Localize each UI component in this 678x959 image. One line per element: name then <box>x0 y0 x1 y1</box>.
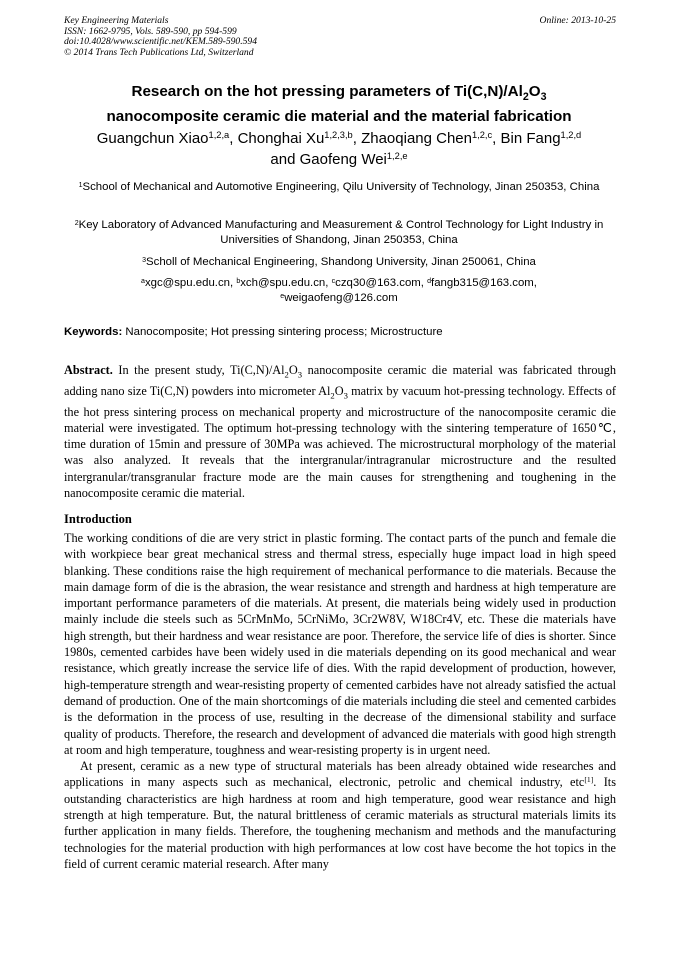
affiliation-3: $^3$Scholl of Mechanical Engineering, Shandong University, Jinan 250061, China <box>142 256 536 268</box>
paper-title <box>40 82 638 126</box>
author-line-2: and Gaofeng Wei$^{1,2,e}$ <box>270 151 408 168</box>
email-list: $^a$xgc@spu.edu.cn, $^b$xch@spu.edu.cn, $^c$czq30@163.com, $^d$fangb315@163.com, $^e$weigaofeng@126.com <box>141 277 537 304</box>
doi-line: doi:10.4028/www.scientific.net/KEM.589-590.594 <box>64 36 258 48</box>
title-line-1: Research on the hot pressing parameters of $Ti(C,N)/Al_2O_3$ <box>131 83 547 104</box>
keywords <box>64 325 616 340</box>
affiliation-2: $^2$Key Laboratory of Advanced Manufacturing and Measurement & Control Technology for Light Industry in Universities of Shandong, Jinan 250353, China <box>74 219 604 246</box>
email-address: fangb315@163.com, <box>431 277 537 289</box>
title-line-2: nanocomposite ceramic die material and the material fabrication <box>106 108 572 126</box>
publication-info <box>64 16 257 58</box>
keywords-label: Keywords: <box>64 326 123 338</box>
introduction-body <box>64 530 616 872</box>
author-name: and Gaofeng Wei <box>270 151 387 168</box>
email-address: weigaofeng@126.com <box>284 292 398 304</box>
email-address: czq30@163.com, <box>335 277 428 289</box>
online-date: Online: 2013-10-25 <box>539 15 616 26</box>
issn-line: ISSN: 1662-9795, Vols. 589-590, pp 594-599 <box>64 25 237 37</box>
paragraph: The working conditions of die are very strict in plastic forming. The contact parts of the punch and female die with workpiece bear great mechanical stress and thermal stress, especially huge impact load in high speed blanking. These conditions raise the high requirement of mechanical performance to die materials. Because the main damage form of die is the abrasion, the wear resistance and strength and hardness at high temperature are important performance parameters of die materials. At present, die materials being widely used in production mainly include die steels such as 5CrMnMo, 5CrNiMo, 3Cr2W8V, W18Cr4V, etc. These die materials have high strength, but their hardness and wear resistance are poor. Therefore, the service life of dies is shorter. Since 1980s, cemented carbides have been widely used in die materials depending on its good mechanical and wear resistance, which greatly increase the service life of dies. With the rapid development of production, however, high-temperature strength and wear-resisting property of cemented carbides have not already satisfied the actual demand of production. One of the main shortcomings of die materials including die steel and cemented carbides is the deformation in the process of use, resulting in the decrease of the dimensional stability and surface quality of products. Therefore, the research and development of advanced die materials with good high strength at room and high temperature, toughness and wear-resisting property is in urgent need. <box>64 531 616 757</box>
author-line-1: Guangchun Xiao$^{1,2,a}$, Chonghai Xu$^{1,2,3,b}$, Zhaoqiang Chen$^{1,2,c}$, Bin Fang$^{1,2,d}$ <box>96 130 582 147</box>
citation: [1] <box>584 775 594 785</box>
author-name: Chonghai Xu <box>237 130 325 147</box>
affiliation-1: $^1$School of Mechanical and Automotive Engineering, Qilu University of Technology, Jinan 250353, China <box>78 181 600 193</box>
abstract: Abstract. In the present study, $Ti(C,N)/Al_2O_3$ nanocomposite ceramic die material was fabricated through adding nano size Ti(C,N) powders into micrometer $Al_2O_3$ matrix by vacuum hot-pressing technology. Effects of the hot press sintering process on mechanical property and microstructure of the nanocomposite ceramic die material were investigated. The optimum hot-pressing technology with the sintering temperature of 1650℃, time duration of 15min and pressure of 30MPa was achieved. The microstructural morphology of the material was also analyzed. It reveals that the intergranular/intragranular microstructure and the resulted intergranular/transgranular fracture mode are the main causes for strengthening and toughening in the nanocomposite ceramic die material. <box>64 363 616 500</box>
abstract-label: Abstract. <box>64 363 113 377</box>
email-address: xgc@spu.edu.cn, <box>144 277 237 289</box>
email-address: xch@spu.edu.cn, <box>240 277 332 289</box>
paragraph: At present, ceramic as a new type of structural materials has been already obtained wide researches and applications in many aspects such as mechanical, electronic, petrolic and chemical industry, etc[1]. Its outstanding characteristics are high hardness at room and high temperature, good wear resistance and high strength at high temperature. But, the natural brittleness of ceramic materials as structural materials limits its further application in many fields. Therefore, the toughening mechanism and methods and the manufacturing technologies for the material production with high performances at low cost have become the hot topics in the field of current ceramic material research. After many <box>64 759 617 871</box>
author-name: Bin Fang <box>500 130 561 147</box>
author-name: Guangchun Xiao <box>96 130 209 147</box>
keywords-text: Nanocomposite; Hot pressing sintering process; Microstructure <box>122 326 443 338</box>
author-name: Zhaoqiang Chen <box>361 130 472 147</box>
section-heading-introduction: Introduction <box>64 512 132 526</box>
author-list <box>40 128 638 170</box>
journal-name: Key Engineering Materials <box>64 15 169 26</box>
copyright-line: © 2014 Trans Tech Publications Ltd, Switzerland <box>64 46 254 58</box>
